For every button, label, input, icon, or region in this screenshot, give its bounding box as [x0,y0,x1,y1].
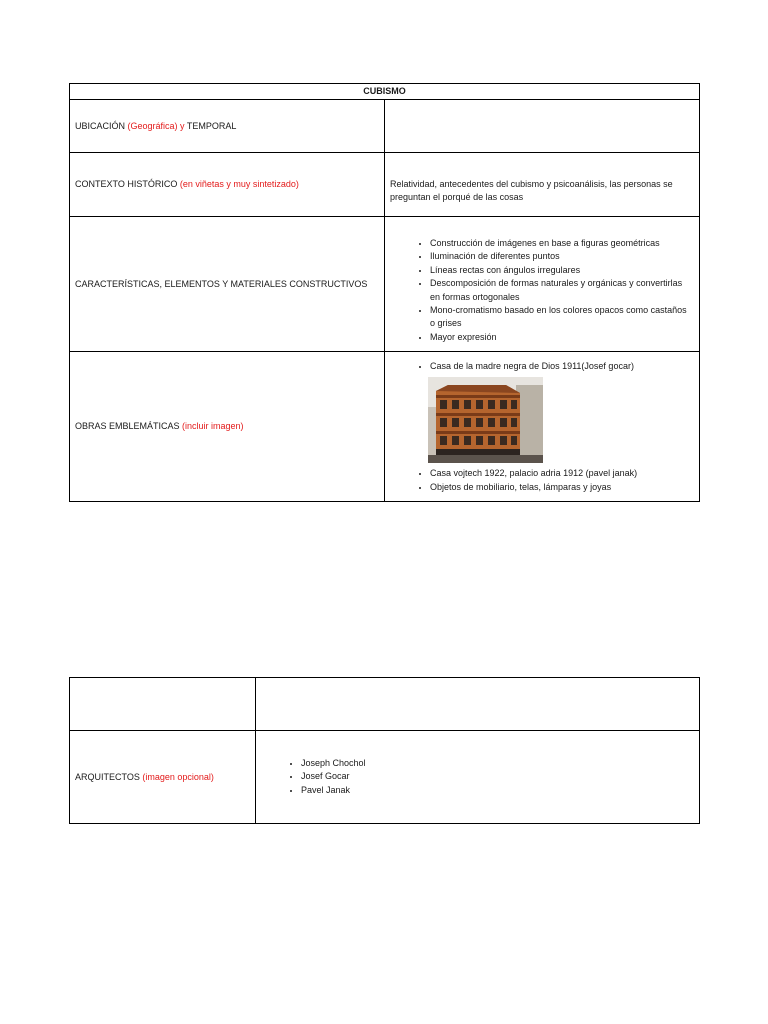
table-row-ubicacion [70,100,700,153]
label-part: ARQUITECTOS [75,771,143,782]
list-item: • Iluminación de diferentes puntos [430,250,694,263]
list-item: • Josef Gocar [301,770,694,783]
table-row-empty [70,678,700,731]
label-part: TEMPORAL [186,120,237,131]
table-row-contexto [70,153,700,217]
table-row-caracteristicas [70,217,700,352]
cubismo-table [69,83,700,502]
label-part: UBICACIÓN [75,120,128,131]
label-part: OBRAS EMBLEMÁTICAS [75,421,183,431]
building-photo [428,377,543,463]
list-item: • Casa de la madre negra de Dios 1911(Josef gocar) [430,360,694,373]
list-item: • Mayor expresión [430,331,694,344]
row-label-arquitectos [70,731,256,824]
row-label-caracteristicas [70,217,385,352]
row-content-empty [256,678,700,731]
row-content-obras [385,352,700,502]
list-item: • Joseph Chochol [301,757,694,770]
row-content-contexto: Relatividad, antecedentes del cubismo y psicoanálisis, las personas se preguntan el porqué de las cosas [385,153,700,217]
list-item: • Líneas rectas con ángulos irregulares [430,264,694,277]
arquitectos-table [69,677,700,824]
arquitectos-list [261,757,694,797]
label-part-red: (en viñetas y muy sintetizado) [179,179,299,189]
label-part-red: (imagen opcional) [142,771,214,782]
label-part: CARACTERÍSTICAS, ELEMENTOS Y MATERIALES CONSTRUCTIVOS [75,278,368,289]
list-item: • Casa vojtech 1922, palacio adria 1912 (pavel janak) [430,467,694,480]
list-item: • Descomposición de formas naturales y orgánicas y convertirlas en formas ortogonales [430,277,694,304]
row-label-obras [70,352,385,502]
row-content-arquitectos [256,731,700,824]
row-content-ubicacion [385,100,700,153]
label-part-red: (incluir imagen) [182,421,244,431]
label-part-red: (Geográfica) [127,120,178,131]
obras-list-top [390,360,694,373]
row-label-empty [70,678,256,731]
caracteristicas-list [390,237,694,344]
row-label-ubicacion [70,100,385,153]
table-title: CUBISMO [70,84,700,100]
table-row-obras [70,352,700,502]
list-item: • Mono-cromatismo basado en los colores opacos como castaños o grises [430,304,694,331]
list-item: • Pavel Janak [301,784,694,797]
label-part-red: y [177,120,187,131]
list-item: • Objetos de mobiliario, telas, lámparas y joyas [430,481,694,494]
obras-list-bottom [390,467,694,494]
row-label-contexto [70,153,385,217]
table-row-arquitectos [70,731,700,824]
row-content-caracteristicas [385,217,700,352]
list-item: • Construcción de imágenes en base a figuras geométricas [430,237,694,250]
label-part: CONTEXTO HISTÓRICO [75,179,180,189]
